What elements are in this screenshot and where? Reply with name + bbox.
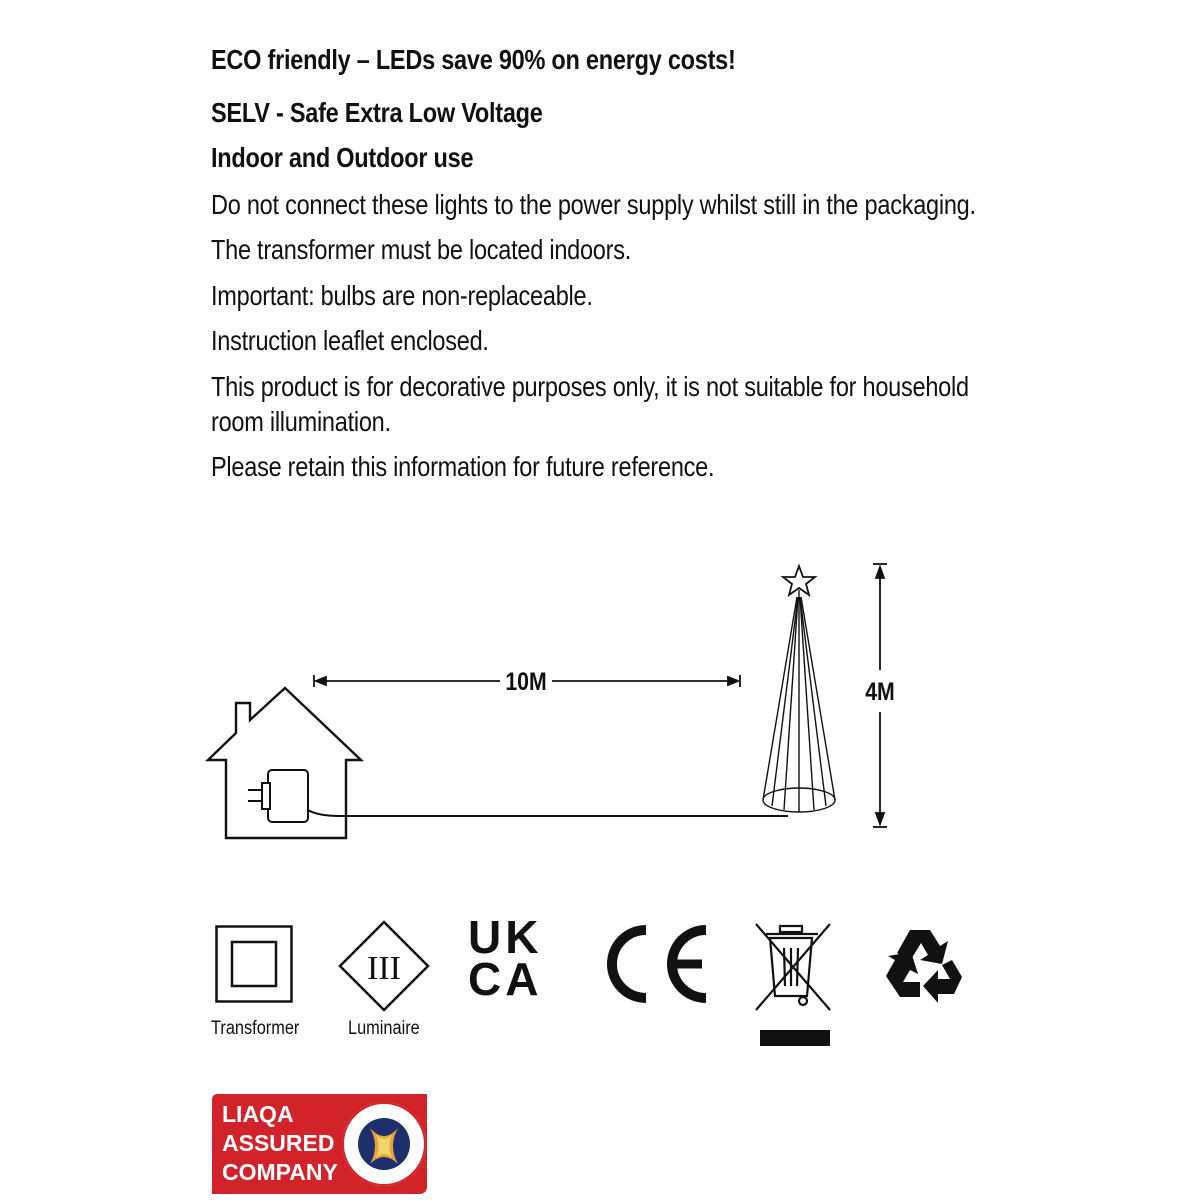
heading-indoor-outdoor: Indoor and Outdoor use xyxy=(211,142,474,173)
note-decorative-line1: This product is for decorative purposes only, it is not suitable for household xyxy=(211,371,969,402)
plug-transformer-icon xyxy=(248,770,308,822)
certification-marks xyxy=(0,910,1200,1060)
luminaire-label: Luminaire xyxy=(348,1018,420,1039)
weee-crossed-bin-icon xyxy=(752,920,838,1050)
svg-text:III: III xyxy=(367,950,401,987)
recycle-icon xyxy=(880,924,972,1010)
note-packaging: Do not connect these lights to the power supply whilst still in the packaging. xyxy=(211,189,976,220)
liaqa-assured-badge xyxy=(212,1094,427,1194)
height-label: 4M xyxy=(865,677,895,706)
class-iii-diamond-icon xyxy=(338,920,430,1012)
badge-line2: ASSURED xyxy=(222,1130,335,1156)
heading-selv: SELV - Safe Extra Low Voltage xyxy=(211,97,543,128)
note-leaflet: Instruction leaflet enclosed. xyxy=(211,325,489,356)
lia-seal-icon xyxy=(342,1102,426,1186)
transformer-label: Transformer xyxy=(211,1018,300,1039)
ukca-mark xyxy=(468,911,543,1005)
class-ii-double-insulation-icon xyxy=(215,925,295,1005)
badge-line3: COMPANY xyxy=(222,1159,338,1185)
note-bulbs: Important: bulbs are non-replaceable. xyxy=(211,280,593,311)
badge-line1: LIAQA xyxy=(222,1101,294,1127)
distance-label: 10M xyxy=(505,667,547,696)
note-transformer: The transformer must be located indoors. xyxy=(211,234,632,265)
ukca-line1: UK xyxy=(468,911,543,963)
note-retain: Please retain this information for future reference. xyxy=(211,451,715,482)
cone-tree-icon xyxy=(763,566,835,812)
note-decorative-line2: room illumination. xyxy=(211,406,391,437)
cable-line xyxy=(308,810,788,816)
installation-diagram xyxy=(0,540,1200,840)
ce-mark-icon xyxy=(598,924,714,1004)
heading-eco: ECO friendly – LEDs save 90% on energy costs! xyxy=(211,44,736,75)
ukca-line2: CA xyxy=(468,953,543,1005)
